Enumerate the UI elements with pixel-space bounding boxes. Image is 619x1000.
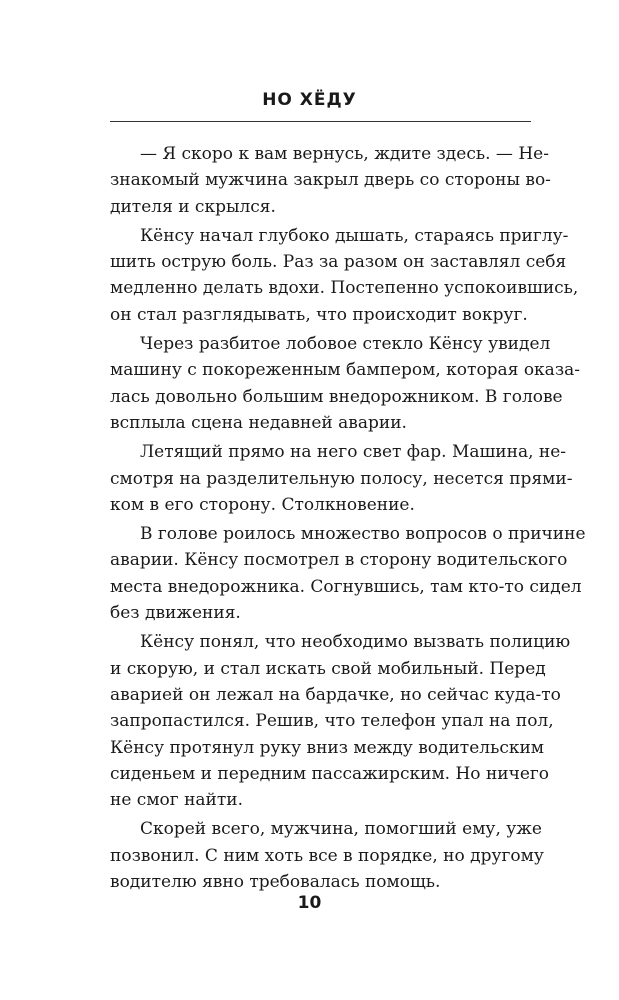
text-line: В голове роилось множество вопросов о причине bbox=[140, 524, 586, 545]
paragraph bbox=[110, 331, 580, 436]
paragraph bbox=[110, 629, 571, 813]
paragraph bbox=[110, 439, 573, 518]
text-line: сиденьем и передним пассажирским. Но ничего bbox=[110, 763, 550, 784]
text-line: — Я скоро к вам вернусь, ждите здесь. — Не- bbox=[140, 144, 549, 164]
text-line: Скорей всего, мужчина, помогший ему, уже bbox=[140, 819, 542, 840]
text-line: Кёнсу понял, что необходимо вызвать полицию bbox=[140, 632, 571, 653]
text-line: медленно делать вдохи. Постепенно успокоившись, bbox=[110, 278, 579, 299]
text-line: Кёнсу начал глубоко дышать, стараясь приглу- bbox=[140, 225, 569, 246]
text-line: всплыла сцена недавней аварии. bbox=[110, 412, 407, 433]
text-line: запропастился. Решив, что телефон упал на пол, bbox=[110, 711, 554, 732]
text-line: без движения. bbox=[110, 603, 241, 624]
text-line: ком в его сторону. Столкновение. bbox=[110, 494, 415, 515]
text-line: смотря на разделительную полосу, несется прями- bbox=[110, 468, 573, 489]
text-line: Через разбитое лобовое стекло Кёнсу увидел bbox=[140, 334, 551, 355]
body-text bbox=[110, 141, 586, 898]
text-line: шить острую боль. Раз за разом он заставлял себя bbox=[110, 252, 567, 273]
text-line: дителя и скрылся. bbox=[110, 196, 276, 217]
text-line: Летящий прямо на него свет фар. Машина, не- bbox=[140, 442, 567, 463]
text-line: Кёнсу протянул руку вниз между водительским bbox=[110, 737, 545, 758]
text-line: он стал разглядывать, что происходит вокруг. bbox=[110, 304, 528, 325]
text-line: и скорую, и стал искать свой мобильный. Перед bbox=[110, 658, 546, 679]
paragraph bbox=[110, 521, 586, 626]
text-line: аварией он лежал на бардачке, но сейчас куда-то bbox=[110, 684, 561, 705]
text-line: водителю явно требовалась помощь. bbox=[110, 872, 441, 893]
header-rule bbox=[110, 121, 531, 122]
paragraph bbox=[110, 141, 551, 220]
running-title: НО ХЁДУ bbox=[262, 90, 357, 110]
text-line: знакомый мужчина закрыл дверь со стороны во- bbox=[110, 170, 551, 191]
text-line: не смог найти. bbox=[110, 790, 244, 811]
text-line: позвонил. С ним хоть все в порядке, но другому bbox=[110, 845, 544, 866]
text-line: лась довольно большим внедорожником. В голове bbox=[110, 386, 563, 407]
paragraph bbox=[110, 223, 579, 328]
page-number: 10 bbox=[297, 893, 322, 913]
text-line: машину с покореженным бампером, которая оказа- bbox=[110, 360, 580, 381]
text-line: места внедорожника. Согнувшись, там кто-то сидел bbox=[110, 576, 582, 597]
paragraph bbox=[110, 816, 544, 895]
text-line: аварии. Кёнсу посмотрел в сторону водительского bbox=[110, 550, 568, 571]
